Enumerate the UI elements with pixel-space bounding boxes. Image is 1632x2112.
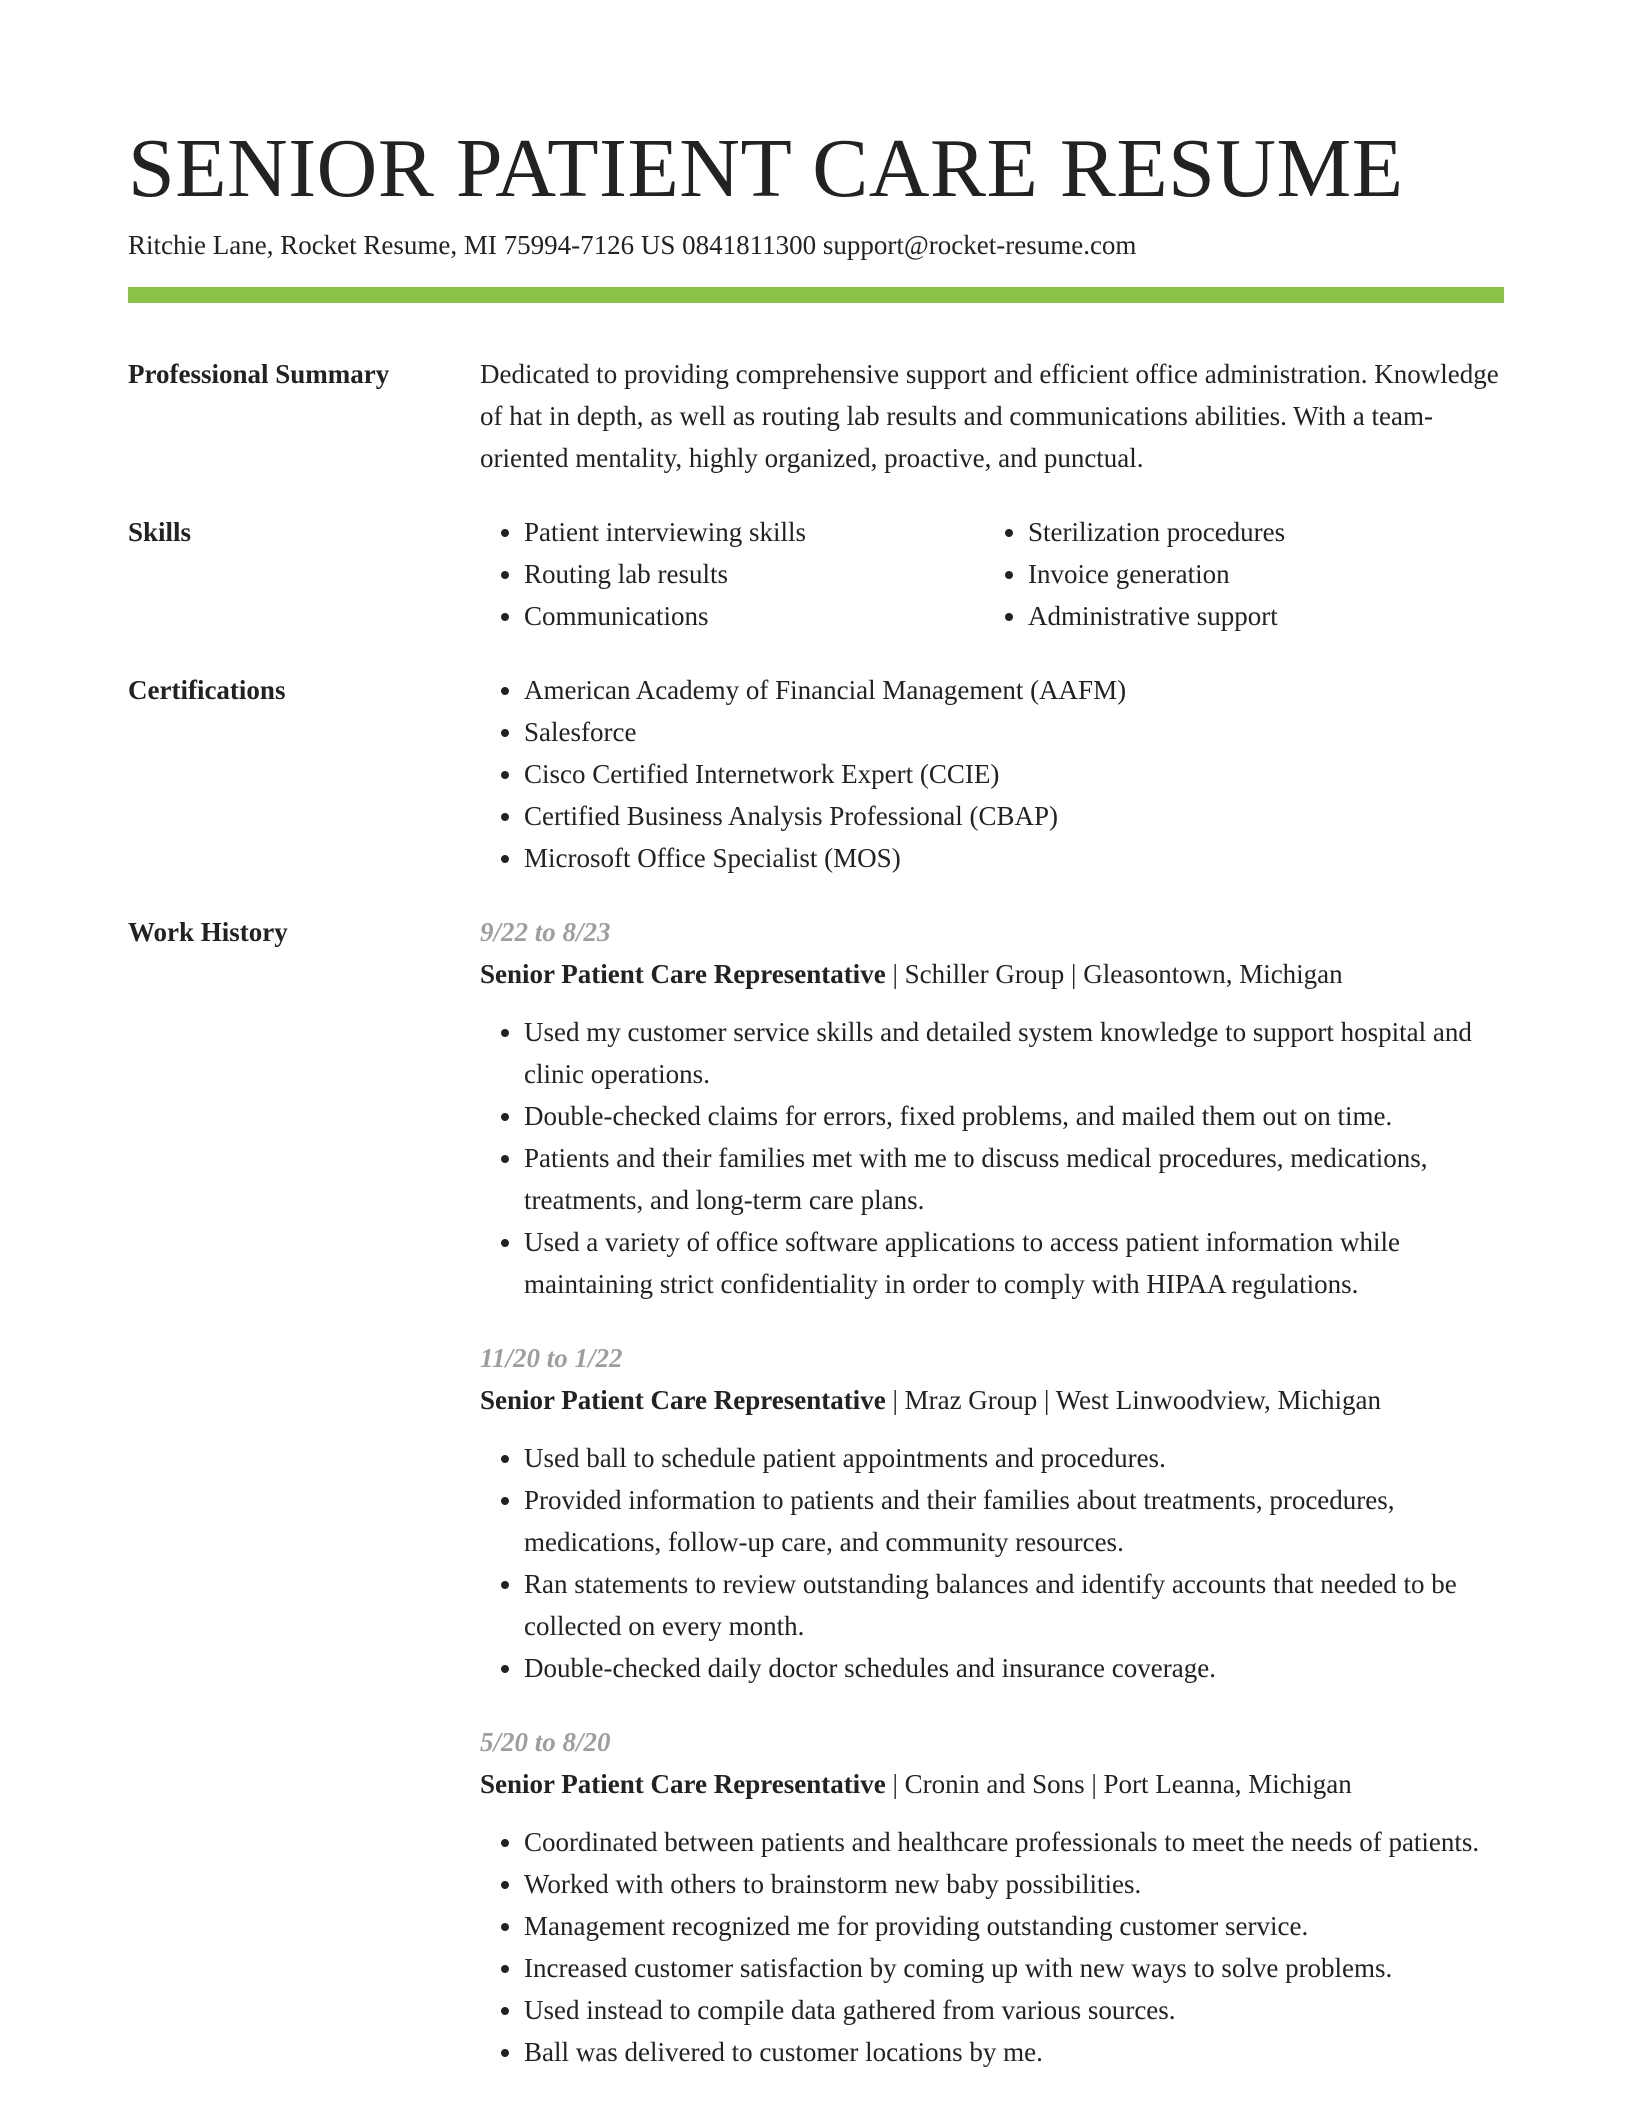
job-heading [480,1379,1504,1421]
skills-content [480,511,1504,637]
skill-item: • Routing lab results [524,553,1028,595]
job-bullets [480,1011,1504,1305]
summary-content [480,353,1504,479]
certification-item: • Cisco Certified Internetwork Expert (CCIE) [524,753,1504,795]
job-title: Senior Patient Care Representative [480,1385,886,1415]
job-heading [480,953,1504,995]
skill-item: • Invoice generation [1028,553,1504,595]
certification-item: • Salesforce [524,711,1504,753]
job-bullet: • Used instead to compile data gathered from various sources. [524,1989,1504,2031]
certifications-content [480,669,1504,879]
skill-item: • Patient interviewing skills [524,511,1028,553]
job-bullet: • Ran statements to review outstanding balances and identify accounts that needed to be collected on every month. [524,1563,1504,1647]
job-bullet: • Double-checked claims for errors, fixed problems, and mailed them out on time. [524,1095,1504,1137]
certification-item: • Certified Business Analysis Professional (CBAP) [524,795,1504,837]
section-label-work-history: Work History [128,917,288,947]
job-bullet: • Coordinated between patients and healthcare professionals to meet the needs of patients. [524,1821,1504,1863]
certification-item: • Microsoft Office Specialist (MOS) [524,837,1504,879]
skills-section [128,511,1504,637]
section-label-skills: Skills [128,517,192,547]
job-bullet: • Patients and their families met with me to discuss medical procedures, medications, treatments, and long-term care plans. [524,1137,1504,1221]
contact-line: Ritchie Lane, Rocket Resume, MI 75994-7126 US 0841811300 support@rocket-resume.com [128,230,1137,260]
job-heading [480,1763,1504,1805]
job-details: | Schiller Group | Gleasontown, Michigan [885,959,1343,989]
job-bullet: • Worked with others to brainstorm new baby possibilities. [524,1863,1504,1905]
job-details: | Mraz Group | West Linwoodview, Michigan [885,1385,1381,1415]
job-title: Senior Patient Care Representative [480,1769,886,1799]
resume-page [128,0,1504,2073]
certifications-list [480,669,1504,879]
job-bullet: • Used ball to schedule patient appointments and procedures. [524,1437,1504,1479]
job-bullet: • Double-checked daily doctor schedules and insurance coverage. [524,1647,1504,1689]
job-entry [480,1721,1504,2073]
job-entry [480,911,1504,1305]
skills-list [480,511,1504,637]
job-date: 5/20 to 8/20 [480,1727,611,1757]
job-bullet: • Management recognized me for providing outstanding customer service. [524,1905,1504,1947]
accent-divider [128,287,1504,303]
section-label-certifications: Certifications [128,675,286,705]
job-bullet: • Ball was delivered to customer locations by me. [524,2031,1504,2073]
job-entry [480,1337,1504,1689]
job-date: 11/20 to 1/22 [480,1343,623,1373]
job-bullet: • Used a variety of office software applications to access patient information while maintaining strict confidentiality in order to comply with HIPAA regulations. [524,1221,1504,1305]
work-history-content [480,911,1504,2073]
job-bullet: • Increased customer satisfaction by coming up with new ways to solve problems. [524,1947,1504,1989]
job-bullet: • Used my customer service skills and detailed system knowledge to support hospital and clinic operations. [524,1011,1504,1095]
job-bullets [480,1821,1504,2073]
resume-title: SENIOR PATIENT CARE RESUME [128,122,1404,215]
job-title: Senior Patient Care Representative [480,959,886,989]
job-details: | Cronin and Sons | Port Leanna, Michigan [885,1769,1352,1799]
job-date: 9/22 to 8/23 [480,917,611,947]
job-bullets [480,1437,1504,1689]
work-history-section [128,911,1504,2073]
section-label-summary: Professional Summary [128,359,390,389]
skill-item: • Communications [524,595,1028,637]
job-bullet: • Provided information to patients and their families about treatments, procedures, medications, follow-up care, and community resources. [524,1479,1504,1563]
certifications-section [128,669,1504,879]
professional-summary-section [128,353,1504,479]
skill-item: • Sterilization procedures [1028,511,1504,553]
skill-item: • Administrative support [1028,595,1504,637]
certification-item: • American Academy of Financial Management (AAFM) [524,669,1504,711]
summary-text: Dedicated to providing comprehensive support and efficient office administration. Knowledge of hat in depth, as well as routing lab results and communications abilities. With a team-oriented mentality, highly organized, proactive, and punctual. [480,359,1499,473]
